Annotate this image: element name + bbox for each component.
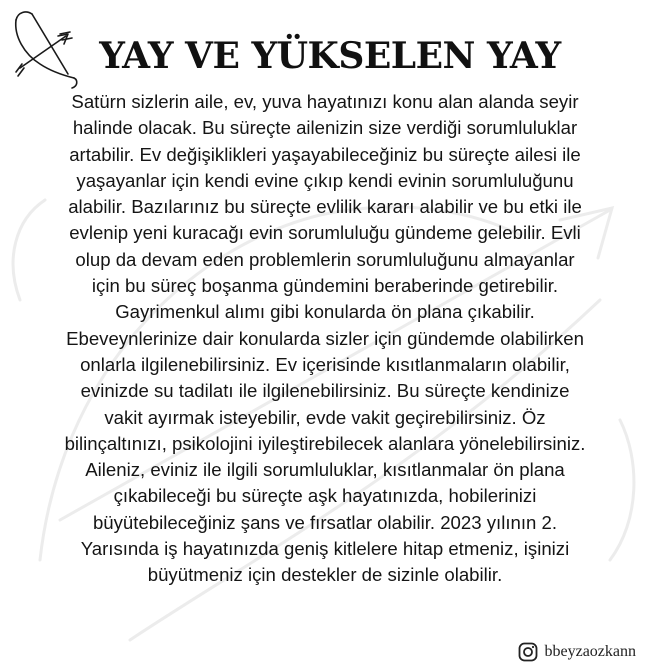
text-line: Gayrimenkul alımı gibi konularda ön plana çıkabilir. bbox=[115, 301, 535, 323]
instagram-icon bbox=[518, 642, 538, 662]
handle-text: bbeyzaozkann bbox=[544, 643, 636, 660]
horoscope-text bbox=[8, 89, 642, 589]
text-line: evinizde su tadilatı ile ilgilenebilirsiniz. Bu süreçte kendinize bbox=[80, 380, 570, 402]
text-line: olup da devam eden problemlerin sorumluluğunu almayanlar bbox=[75, 248, 575, 270]
text-line: yaşayanlar için kendi evine çıkıp kendi evinin sorumluluğunu bbox=[76, 169, 574, 191]
page-title: YAY VE YÜKSELEN YAY bbox=[99, 35, 561, 77]
text-line: halinde olacak. Bu süreçte ailenizin size verdiği sorumluluklar bbox=[72, 117, 578, 139]
text-line: alabilir. Bazılarınız bu süreçte evlilik kararı alabilir ve bu etki ile bbox=[68, 196, 582, 218]
text-line: bilinçaltınızı, psikolojini iyileştirebilecek alanlara yönelebilirsiniz. bbox=[64, 432, 586, 454]
text-line: çıkabileceği bu süreçte aşk hayatınızda, hobilerinizi bbox=[113, 485, 537, 507]
sagittarius-bow-arrow-icon bbox=[8, 6, 82, 96]
text-line: büyütmeniz için destekler de sizinle olabilir. bbox=[147, 564, 503, 586]
text-line: Aileniz, eviniz ile ilgili sorumluluklar, kısıtlanmalar ön plana bbox=[85, 459, 565, 481]
text-line: Ebeveynlerinize dair konularda sizler için gündemde olabilirken bbox=[66, 327, 584, 349]
instagram-handle[interactable] bbox=[518, 642, 636, 662]
text-line: onlarla ilgilenebilirsiniz. Ev içerisinde kısıtlanmaların olabilir, bbox=[80, 353, 570, 375]
text-line: vakit ayırmak isteyebilir, evde vakit geçirebilirsiniz. Öz bbox=[104, 406, 546, 428]
text-line: artabilir. Ev değişiklikleri yaşayabileceğiniz bu süreçte ailesi ile bbox=[69, 143, 581, 165]
text-line: için bu süreç boşanma gündemini beraberinde getirebilir. bbox=[91, 275, 559, 297]
text-line: evlenip yeni kuracağı evin sorumluluğu gündeme gelebilir. Evli bbox=[69, 222, 581, 244]
text-line: büyütebileceğiniz şans ve fırsatlar olabilir. 2023 yılının 2. bbox=[92, 511, 558, 533]
text-line: Satürn sizlerin aile, ev, yuva hayatınızı konu alan alanda seyir bbox=[71, 91, 579, 112]
text-line: Yarısında iş hayatınızda geniş kitlelere hitap etmeniz, işinizi bbox=[80, 538, 570, 560]
